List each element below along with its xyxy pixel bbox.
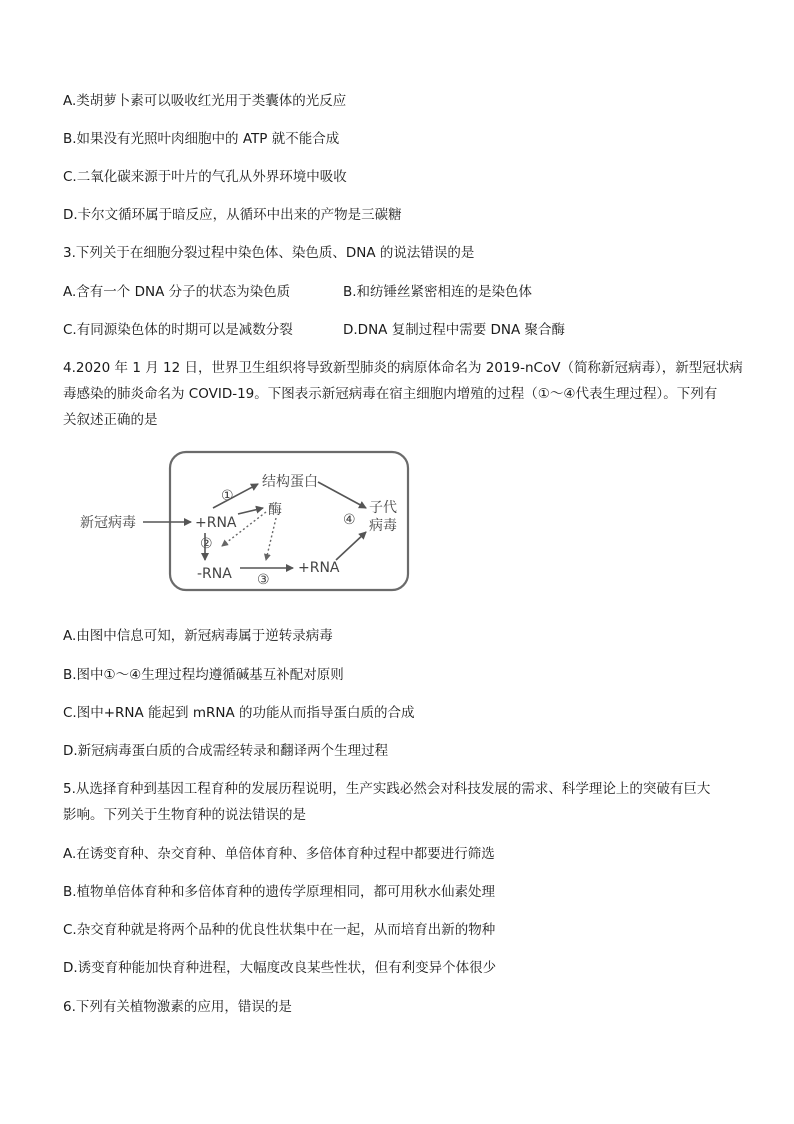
offspring-label-line1: 子代 [369,500,397,516]
step-3-marker: ③ [257,572,270,588]
q6-stem: 6.下列有关植物激素的应用，错误的是 [63,999,292,1015]
q4-option-a: A.由图中信息可知，新冠病毒属于逆转录病毒 [63,628,333,644]
q5-stem-line2: 影响。下列关于生物育种的说法错误的是 [63,807,306,823]
minus-rna-label: -RNA [197,566,232,582]
step-2-marker: ② [200,536,213,552]
dotted-arrow-enzyme-step3 [266,518,276,560]
q4-stem-line2: 毒感染的肺炎命名为 COVID-19。下图表示新冠病毒在宿主细胞内增殖的过程（①～④代表生理过程）。下列有 [63,386,718,402]
virus-label: 新冠病毒 [80,515,136,531]
q5-option-d: D.诱变育种能加快育种进程，大幅度改良某些性状，但有利变异个体很少 [63,960,497,976]
plus-rna-label: +RNA [195,515,237,531]
arrow-rna-to-offspring [336,532,366,560]
step-1-marker: ① [221,488,234,504]
q5-option-a: A.在诱变育种、杂交育种、单倍体育种、多倍体育种过程中都要进行筛选 [63,846,495,862]
q4-stem-line1: 4.2020 年 1 月 12 日，世界卫生组织将导致新型肺炎的病原体命名为 2019-nCoV（简称新冠病毒），新型冠状病 [63,360,743,376]
q3-option-b: B.和纺锤丝紧密相连的是染色体 [343,284,533,300]
structural-protein-label: 结构蛋白 [262,474,318,490]
enzyme-label: 酶 [268,502,282,518]
arrow-protein-to-offspring [318,482,366,508]
q3-option-c: C.有同源染色体的时期可以是减数分裂 [63,322,293,338]
offspring-label-line2: 病毒 [369,518,397,534]
q2-option-c: C.二氧化碳来源于叶片的气孔从外界环境中吸收 [63,169,347,185]
q4-option-d: D.新冠病毒蛋白质的合成需经转录和翻译两个生理过程 [63,743,389,759]
step-4-marker: ④ [343,512,356,528]
q5-option-b: B.植物单倍体育种和多倍体育种的遗传学原理相同，都可用秋水仙素处理 [63,884,496,900]
q3-stem: 3.下列关于在细胞分裂过程中染色体、染色质、DNA 的说法错误的是 [63,245,475,261]
q4-option-b: B.图中①～④生理过程均遵循碱基互补配对原则 [63,667,344,683]
q2-option-d: D.卡尔文循环属于暗反应，从循环中出来的产物是三碳糖 [63,207,402,223]
q5-option-c: C.杂交育种就是将两个品种的优良性状集中在一起，从而培育出新的物种 [63,922,496,938]
arrow-rna-to-enzyme [238,508,263,514]
q3-option-d: D.DNA 复制过程中需要 DNA 聚合酶 [343,322,566,338]
q5-stem-line1: 5.从选择育种到基因工程育种的发展历程说明，生产实践必然会对科技发展的需求、科学理论上的突破有巨大 [63,781,711,797]
q2-option-a: A.类胡萝卜素可以吸收红光用于类囊体的光反应 [63,93,347,109]
arrow-rna-to-protein [213,484,258,508]
q2-option-b: B.如果没有光照叶肉细胞中的 ATP 就不能合成 [63,131,340,147]
q3-option-a: A.含有一个 DNA 分子的状态为染色质 [63,284,291,300]
q4-stem-line3: 关叙述正确的是 [63,412,158,428]
plus-rna2-label: +RNA [298,560,340,576]
q4-option-c: C.图中+RNA 能起到 mRNA 的功能从而指导蛋白质的合成 [63,705,415,721]
